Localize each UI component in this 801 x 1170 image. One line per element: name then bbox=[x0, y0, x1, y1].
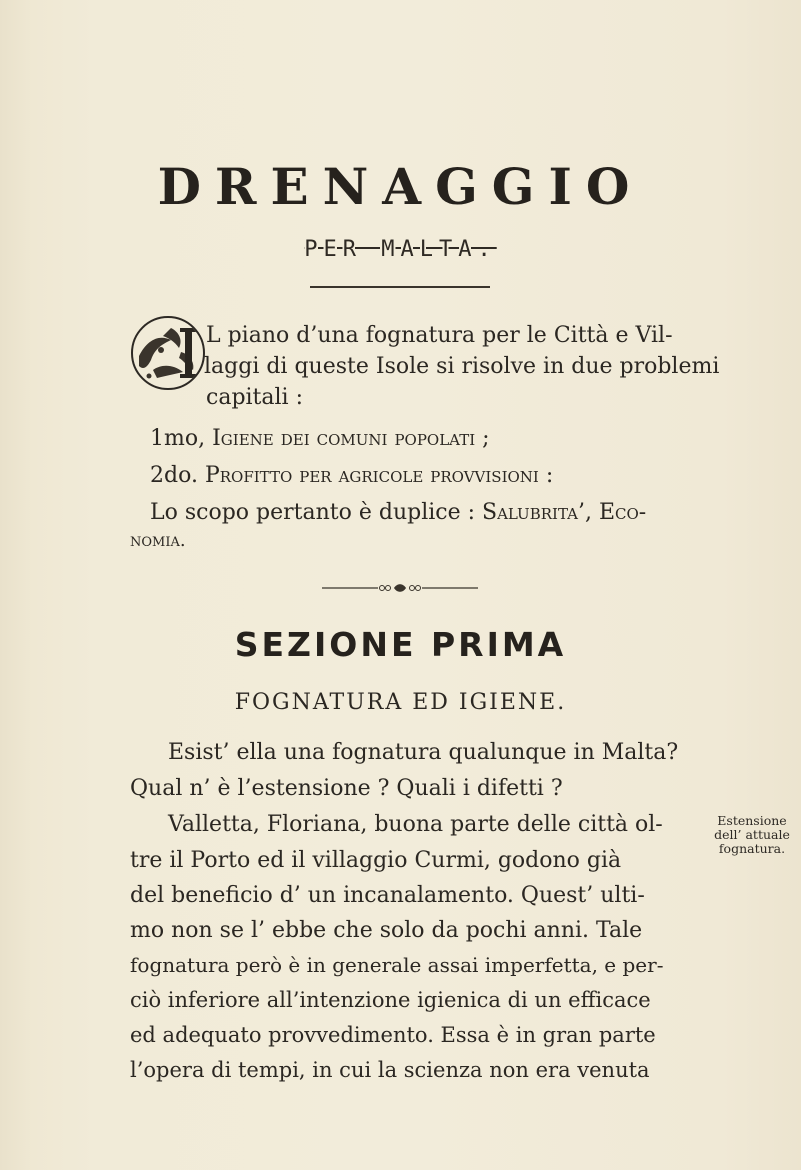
intro-item-1 bbox=[150, 428, 490, 450]
body-line-8: ciò inferiore all’intenzione igienica di un efficace bbox=[130, 988, 651, 1012]
scope-salubrita: Salubrita’, bbox=[482, 500, 592, 525]
item-2-number: 2do. bbox=[150, 463, 198, 488]
ornamental-divider-icon bbox=[322, 582, 478, 594]
intro-scope-line bbox=[150, 502, 646, 524]
item-1-text: Igiene dei comuni popolati ; bbox=[212, 426, 490, 451]
body-line-10: l’opera di tempi, in cui la scienza non era venuta bbox=[130, 1058, 650, 1082]
body-line-4: tre il Porto ed il villaggio Curmi, godono già bbox=[130, 848, 622, 873]
scope-lead: Lo scopo pertanto è duplice : bbox=[150, 500, 476, 525]
margin-note bbox=[705, 814, 799, 856]
item-1-number: 1mo, bbox=[150, 426, 206, 451]
drop-cap-ornament-icon bbox=[131, 316, 205, 390]
intro-line-3: capitali : bbox=[206, 385, 303, 410]
margin-note-line-3: fognatura. bbox=[718, 841, 786, 856]
intro-line-2: laggi di queste Isole si risolve in due problemi bbox=[204, 354, 720, 379]
section-subtitle: FOGNATURA ED IGIENE. bbox=[234, 690, 567, 715]
margin-note-line-2: dell’ attuale bbox=[714, 827, 790, 842]
intro-line-1: L piano d’una fognatura per le Città e Vil- bbox=[206, 323, 673, 348]
body-line-3: Valletta, Floriana, buona parte delle città ol- bbox=[168, 812, 663, 837]
body-line-2: Qual n’ è l’estensione ? Quali i difetti ? bbox=[130, 776, 563, 801]
body-line-1: Esist’ ella una fognatura qualunque in Malta? bbox=[168, 740, 679, 765]
body-line-6: mo non se l’ ebbe che solo da pochi anni. Tale bbox=[130, 918, 643, 943]
scope-economia-start: Eco- bbox=[598, 500, 647, 525]
body-line-7: fognatura però è in generale assai imperfetta, e per- bbox=[130, 953, 664, 977]
page-title: DRENAGGIO bbox=[157, 157, 644, 216]
intro-item-2 bbox=[150, 465, 553, 487]
section-title: SEZIONE PRIMA bbox=[234, 625, 567, 664]
body-line-5: del beneficio d’ un incanalamento. Quest’ ulti- bbox=[130, 883, 645, 908]
scope-economia-end: nomia. bbox=[130, 530, 186, 551]
page-subtitle: PER MALTA. bbox=[304, 237, 497, 262]
title-rule bbox=[310, 286, 490, 288]
margin-note-line-1: Estensione bbox=[717, 813, 787, 828]
item-2-text: Profitto per agricole provvisioni : bbox=[204, 463, 554, 488]
body-line-9: ed adequato provvedimento. Essa è in gran parte bbox=[130, 1023, 656, 1047]
